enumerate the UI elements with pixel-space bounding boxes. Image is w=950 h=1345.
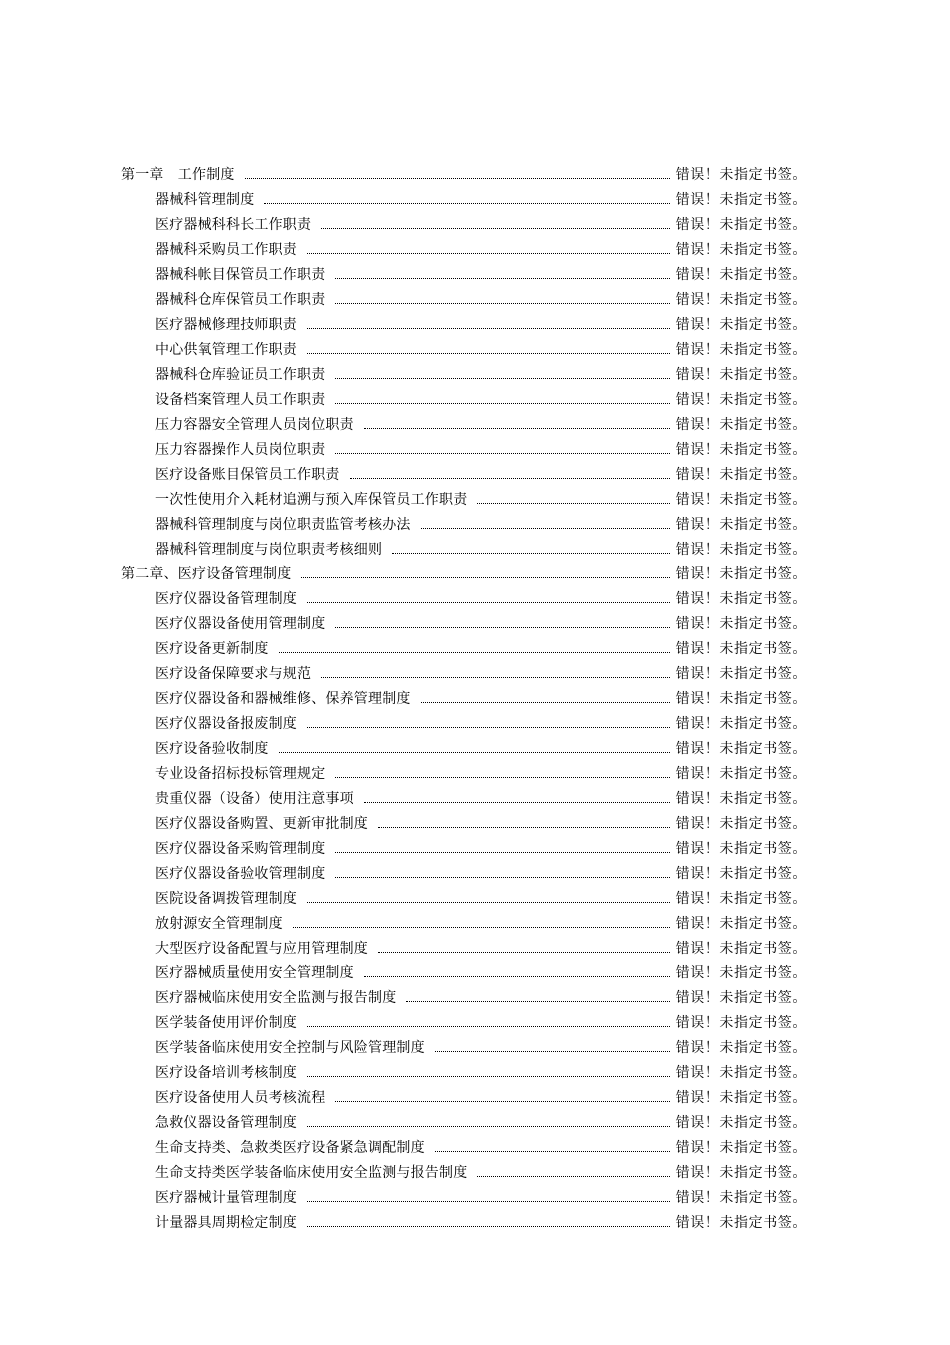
toc-dot-leader [364, 975, 670, 977]
toc-dot-leader [364, 801, 670, 803]
toc-dot-leader [378, 826, 670, 828]
toc-entry-page-ref: 错误！未指定书签。 [675, 192, 807, 209]
toc-entry-page-ref: 错误！未指定书签。 [675, 741, 807, 758]
toc-dot-leader [406, 1000, 669, 1002]
toc-entry-page-ref: 错误！未指定书签。 [675, 292, 807, 309]
toc-entry-title: 医疗仪器设备管理制度 [155, 591, 297, 608]
toc-dot-leader [307, 1025, 670, 1027]
toc-entry-title: 一次性使用介入耗材追溯与预入库保管员工作职责 [155, 491, 468, 508]
toc-entry-title: 医疗器械计量管理制度 [155, 1189, 297, 1206]
toc-entry-title: 压力容器操作人员岗位职责 [155, 441, 326, 458]
toc-dot-leader [364, 427, 670, 429]
toc-section-entry[interactable] [121, 287, 807, 312]
toc-entry-title: 器械科采购员工作职责 [155, 242, 297, 259]
toc-section-entry[interactable] [121, 636, 807, 661]
toc-dot-leader [307, 901, 670, 903]
toc-entry-page-ref: 错误！未指定书签。 [675, 167, 807, 184]
toc-section-entry[interactable] [121, 337, 807, 362]
toc-dot-leader [335, 402, 669, 404]
toc-section-entry[interactable] [121, 860, 807, 885]
toc-entry-page-ref: 错误！未指定书签。 [675, 1140, 807, 1157]
toc-entry-page-ref: 错误！未指定书签。 [675, 1214, 807, 1231]
toc-chapter-entry[interactable] [121, 162, 807, 187]
toc-entry-page-ref: 错误！未指定书签。 [675, 666, 807, 683]
toc-entry-page-ref: 错误！未指定书签。 [675, 716, 807, 733]
toc-section-entry[interactable] [121, 312, 807, 337]
toc-entry-title: 医疗设备账目保管员工作职责 [155, 466, 340, 483]
table-of-contents [121, 162, 807, 1234]
toc-dot-leader [307, 601, 670, 603]
toc-entry-title: 医疗仪器设备购置、更新审批制度 [155, 815, 368, 832]
toc-section-entry[interactable] [121, 1035, 807, 1060]
toc-dot-leader [435, 1050, 670, 1052]
toc-entry-title: 器械科管理制度与岗位职责考核细则 [155, 541, 383, 558]
toc-entry-page-ref: 错误！未指定书签。 [675, 591, 807, 608]
toc-section-entry[interactable] [121, 761, 807, 786]
toc-dot-leader [477, 502, 669, 504]
toc-entry-title: 中心供氧管理工作职责 [155, 342, 297, 359]
toc-dot-leader [335, 302, 669, 304]
toc-section-entry[interactable] [121, 935, 807, 960]
toc-section-entry[interactable] [121, 1010, 807, 1035]
toc-entry-page-ref: 错误！未指定书签。 [675, 691, 807, 708]
toc-entry-page-ref: 错误！未指定书签。 [675, 990, 807, 1007]
toc-dot-leader [307, 352, 670, 354]
toc-entry-page-ref: 错误！未指定书签。 [675, 366, 807, 383]
toc-dot-leader [335, 776, 669, 778]
toc-entry-title: 医疗设备更新制度 [155, 641, 269, 658]
toc-entry-page-ref: 错误！未指定书签。 [675, 765, 807, 782]
toc-dot-leader [279, 751, 670, 753]
toc-section-entry[interactable] [121, 810, 807, 835]
toc-dot-leader [350, 477, 670, 479]
toc-entry-title: 医疗设备验收制度 [155, 741, 269, 758]
toc-entry-title: 医院设备调拨管理制度 [155, 890, 297, 907]
toc-entry-title: 放射源安全管理制度 [155, 915, 283, 932]
toc-section-entry[interactable] [121, 885, 807, 910]
toc-dot-leader [307, 1075, 670, 1077]
toc-entry-page-ref: 错误！未指定书签。 [675, 1164, 807, 1181]
toc-entry-page-ref: 错误！未指定书签。 [675, 1115, 807, 1132]
toc-dot-leader [392, 552, 669, 554]
toc-entry-page-ref: 错误！未指定书签。 [675, 940, 807, 957]
toc-dot-leader [293, 926, 670, 928]
toc-dot-leader [335, 277, 669, 279]
toc-dot-leader [307, 1200, 670, 1202]
toc-dot-leader [264, 202, 669, 204]
toc-entry-title: 第二章、医疗设备管理制度 [121, 566, 292, 583]
toc-section-entry[interactable] [121, 835, 807, 860]
toc-section-entry[interactable] [121, 386, 807, 411]
toc-entry-title: 器械科帐目保管员工作职责 [155, 267, 326, 284]
toc-entry-page-ref: 错误！未指定书签。 [675, 416, 807, 433]
toc-entry-page-ref: 错误！未指定书签。 [675, 865, 807, 882]
toc-entry-title: 压力容器安全管理人员岗位职责 [155, 416, 354, 433]
toc-dot-leader [435, 1150, 670, 1152]
toc-dot-leader [321, 227, 669, 229]
toc-dot-leader [335, 1100, 669, 1102]
toc-entry-page-ref: 错误！未指定书签。 [675, 965, 807, 982]
toc-entry-page-ref: 错误！未指定书签。 [675, 815, 807, 832]
toc-entry-title: 第一章 工作制度 [121, 167, 235, 184]
toc-entry-page-ref: 错误！未指定书签。 [675, 491, 807, 508]
toc-entry-title: 急救仪器设备管理制度 [155, 1115, 297, 1132]
toc-entry-page-ref: 错误！未指定书签。 [675, 391, 807, 408]
toc-chapter-entry[interactable] [121, 561, 807, 586]
toc-dot-leader [477, 1175, 669, 1177]
toc-section-entry[interactable] [121, 1160, 807, 1185]
toc-entry-title: 器械科仓库保管员工作职责 [155, 292, 326, 309]
toc-section-entry[interactable] [121, 736, 807, 761]
toc-entry-page-ref: 错误！未指定书签。 [675, 541, 807, 558]
toc-entry-title: 医疗器械科科长工作职责 [155, 217, 312, 234]
toc-section-entry[interactable] [121, 411, 807, 436]
toc-section-entry[interactable] [121, 1209, 807, 1234]
toc-entry-page-ref: 错误！未指定书签。 [675, 790, 807, 807]
toc-section-entry[interactable] [121, 910, 807, 935]
toc-entry-title: 医疗器械修理技师职责 [155, 317, 297, 334]
toc-dot-leader [307, 252, 670, 254]
toc-dot-leader [335, 876, 669, 878]
toc-entry-title: 医疗设备使用人员考核流程 [155, 1090, 326, 1107]
toc-section-entry[interactable] [121, 362, 807, 387]
toc-entry-title: 医学装备使用评价制度 [155, 1015, 297, 1032]
toc-entry-title: 医疗仪器设备和器械维修、保养管理制度 [155, 691, 411, 708]
toc-entry-page-ref: 错误！未指定书签。 [675, 516, 807, 533]
toc-entry-title: 医疗器械临床使用安全监测与报告制度 [155, 990, 397, 1007]
toc-entry-title: 器械科管理制度与岗位职责监管考核办法 [155, 516, 411, 533]
toc-entry-title: 医疗设备培训考核制度 [155, 1065, 297, 1082]
toc-entry-page-ref: 错误！未指定书签。 [675, 1040, 807, 1057]
toc-dot-leader [335, 626, 669, 628]
toc-dot-leader [307, 1225, 670, 1227]
toc-entry-page-ref: 错误！未指定书签。 [675, 915, 807, 932]
toc-entry-title: 生命支持类、急救类医疗设备紧急调配制度 [155, 1140, 425, 1157]
toc-entry-page-ref: 错误！未指定书签。 [675, 242, 807, 259]
toc-section-entry[interactable] [121, 785, 807, 810]
toc-entry-page-ref: 错误！未指定书签。 [675, 1090, 807, 1107]
toc-entry-title: 医疗仪器设备报废制度 [155, 716, 297, 733]
toc-entry-page-ref: 错误！未指定书签。 [675, 840, 807, 857]
toc-section-entry[interactable] [121, 1085, 807, 1110]
toc-entry-page-ref: 错误！未指定书签。 [675, 1189, 807, 1206]
toc-dot-leader [245, 177, 670, 179]
toc-entry-title: 生命支持类医学装备临床使用安全监测与报告制度 [155, 1164, 468, 1181]
toc-dot-leader [307, 327, 670, 329]
toc-section-entry[interactable] [121, 686, 807, 711]
toc-dot-leader [307, 726, 670, 728]
toc-section-entry[interactable] [121, 960, 807, 985]
toc-section-entry[interactable] [121, 1184, 807, 1209]
toc-entry-page-ref: 错误！未指定书签。 [675, 217, 807, 234]
toc-dot-leader [307, 1125, 670, 1127]
toc-entry-page-ref: 错误！未指定书签。 [675, 566, 807, 583]
toc-dot-leader [335, 452, 669, 454]
toc-section-entry[interactable] [121, 237, 807, 262]
toc-entry-page-ref: 错误！未指定书签。 [675, 267, 807, 284]
toc-entry-title: 专业设备招标投标管理规定 [155, 765, 326, 782]
toc-section-entry[interactable] [121, 661, 807, 686]
toc-entry-title: 医疗仪器设备采购管理制度 [155, 840, 326, 857]
toc-entry-page-ref: 错误！未指定书签。 [675, 616, 807, 633]
toc-entry-title: 医疗仪器设备使用管理制度 [155, 616, 326, 633]
toc-dot-leader [335, 377, 669, 379]
toc-dot-leader [335, 851, 669, 853]
toc-section-entry[interactable] [121, 212, 807, 237]
toc-dot-leader [378, 951, 670, 953]
toc-entry-page-ref: 错误！未指定书签。 [675, 641, 807, 658]
toc-section-entry[interactable] [121, 1110, 807, 1135]
toc-section-entry[interactable] [121, 536, 807, 561]
toc-dot-leader [421, 527, 670, 529]
toc-entry-title: 医学装备临床使用安全控制与风险管理制度 [155, 1040, 425, 1057]
toc-section-entry[interactable] [121, 262, 807, 287]
toc-entry-title: 医疗设备保障要求与规范 [155, 666, 312, 683]
toc-entry-page-ref: 错误！未指定书签。 [675, 1065, 807, 1082]
toc-dot-leader [279, 651, 670, 653]
toc-section-entry[interactable] [121, 985, 807, 1010]
toc-entry-page-ref: 错误！未指定书签。 [675, 441, 807, 458]
toc-section-entry[interactable] [121, 1060, 807, 1085]
toc-dot-leader [421, 701, 670, 703]
toc-dot-leader [321, 676, 669, 678]
toc-entry-page-ref: 错误！未指定书签。 [675, 342, 807, 359]
toc-entry-title: 设备档案管理人员工作职责 [155, 391, 326, 408]
toc-entry-title: 大型医疗设备配置与应用管理制度 [155, 940, 368, 957]
toc-section-entry[interactable] [121, 486, 807, 511]
toc-dot-leader [301, 576, 669, 578]
toc-entry-page-ref: 错误！未指定书签。 [675, 890, 807, 907]
toc-section-entry[interactable] [121, 1135, 807, 1160]
toc-entry-title: 医疗仪器设备验收管理制度 [155, 865, 326, 882]
toc-entry-title: 器械科仓库验证员工作职责 [155, 366, 326, 383]
toc-section-entry[interactable] [121, 611, 807, 636]
toc-section-entry[interactable] [121, 711, 807, 736]
toc-section-entry[interactable] [121, 436, 807, 461]
toc-entry-title: 器械科管理制度 [155, 192, 255, 209]
toc-section-entry[interactable] [121, 511, 807, 536]
toc-entry-title: 贵重仪器（设备）使用注意事项 [155, 790, 354, 807]
toc-entry-title: 计量器具周期检定制度 [155, 1214, 297, 1231]
toc-section-entry[interactable] [121, 586, 807, 611]
toc-section-entry[interactable] [121, 461, 807, 486]
toc-entry-page-ref: 错误！未指定书签。 [675, 466, 807, 483]
toc-entry-page-ref: 错误！未指定书签。 [675, 1015, 807, 1032]
toc-entry-title: 医疗器械质量使用安全管理制度 [155, 965, 354, 982]
toc-entry-page-ref: 错误！未指定书签。 [675, 317, 807, 334]
toc-section-entry[interactable] [121, 187, 807, 212]
